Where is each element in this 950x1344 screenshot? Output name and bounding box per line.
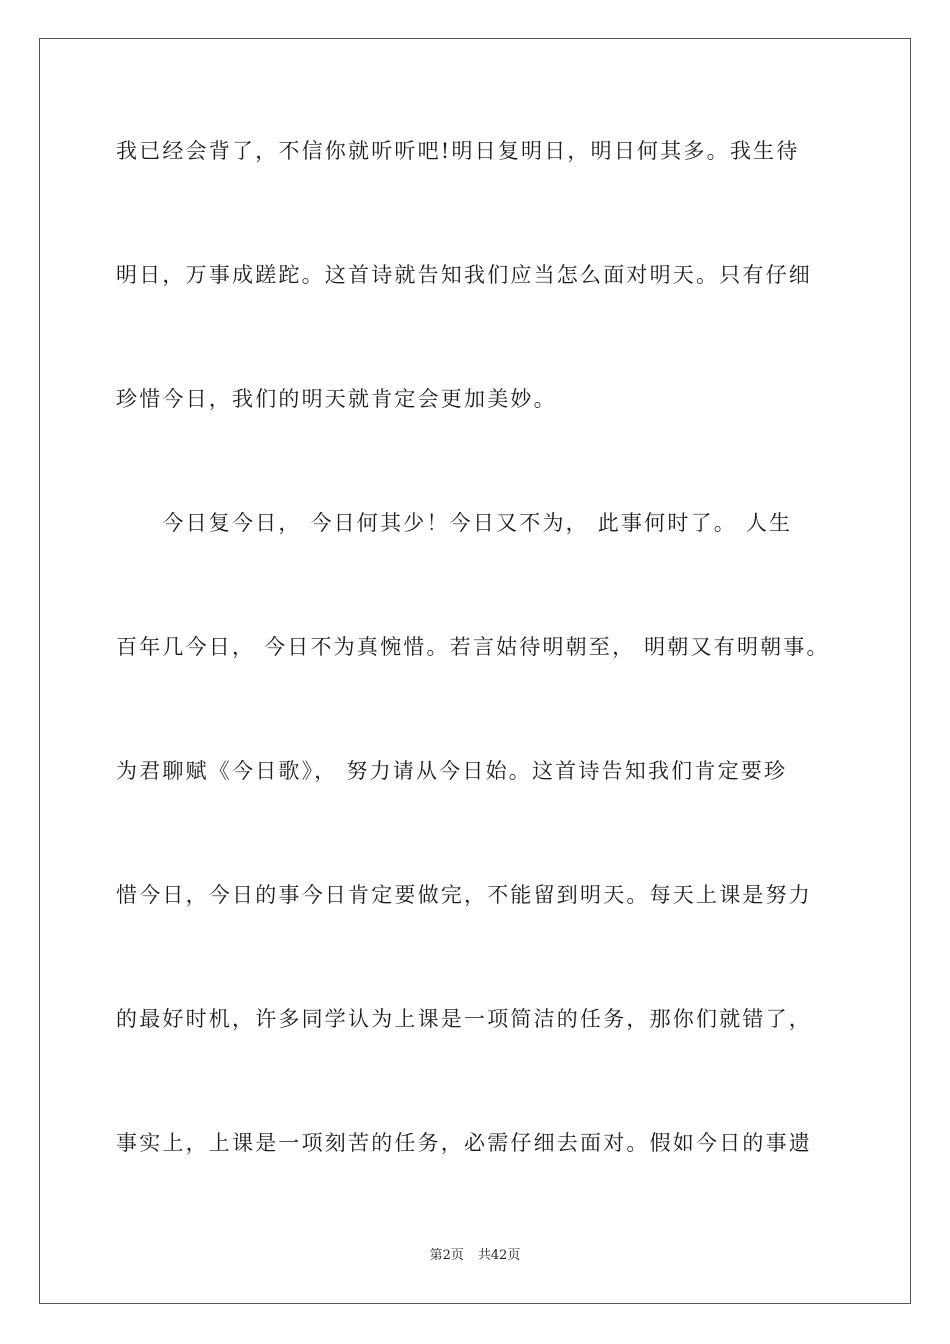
page-number: 第2页 bbox=[429, 1248, 464, 1263]
total-pages: 共42页 bbox=[477, 1248, 521, 1263]
body-text-line: 今日复今日， 今日何其少！今日又不为， 此事何时了。 人生 bbox=[116, 511, 793, 535]
body-text-line: 百年几今日， 今日不为真惋惜。若言姑待明朝至， 明朝又有明朝事。 bbox=[116, 635, 830, 659]
body-text-line: 事实上，上课是一项刻苦的任务，必需仔细去面对。假如今日的事遗 bbox=[116, 1131, 812, 1155]
page-border bbox=[39, 38, 911, 1304]
body-text-line: 的最好时机，许多同学认为上课是一项简洁的任务，那你们就错了， bbox=[116, 1007, 812, 1031]
body-text-line: 为君聊赋《今日歌》， 努力请从今日始。这首诗告知我们肯定要珍 bbox=[116, 759, 788, 783]
body-text-line: 明日，万事成蹉跎。这首诗就告知我们应当怎么面对明天。只有仔细 bbox=[116, 263, 812, 287]
body-text-line: 我已经会背了，不信你就听听吧!明日复明日，明日何其多。我生待 bbox=[116, 139, 800, 163]
body-text-line: 珍惜今日，我们的明天就肯定会更加美妙。 bbox=[116, 387, 557, 411]
body-text-line: 惜今日，今日的事今日肯定要做完，不能留到明天。每天上课是努力 bbox=[116, 883, 812, 907]
page-footer bbox=[0, 1248, 950, 1264]
